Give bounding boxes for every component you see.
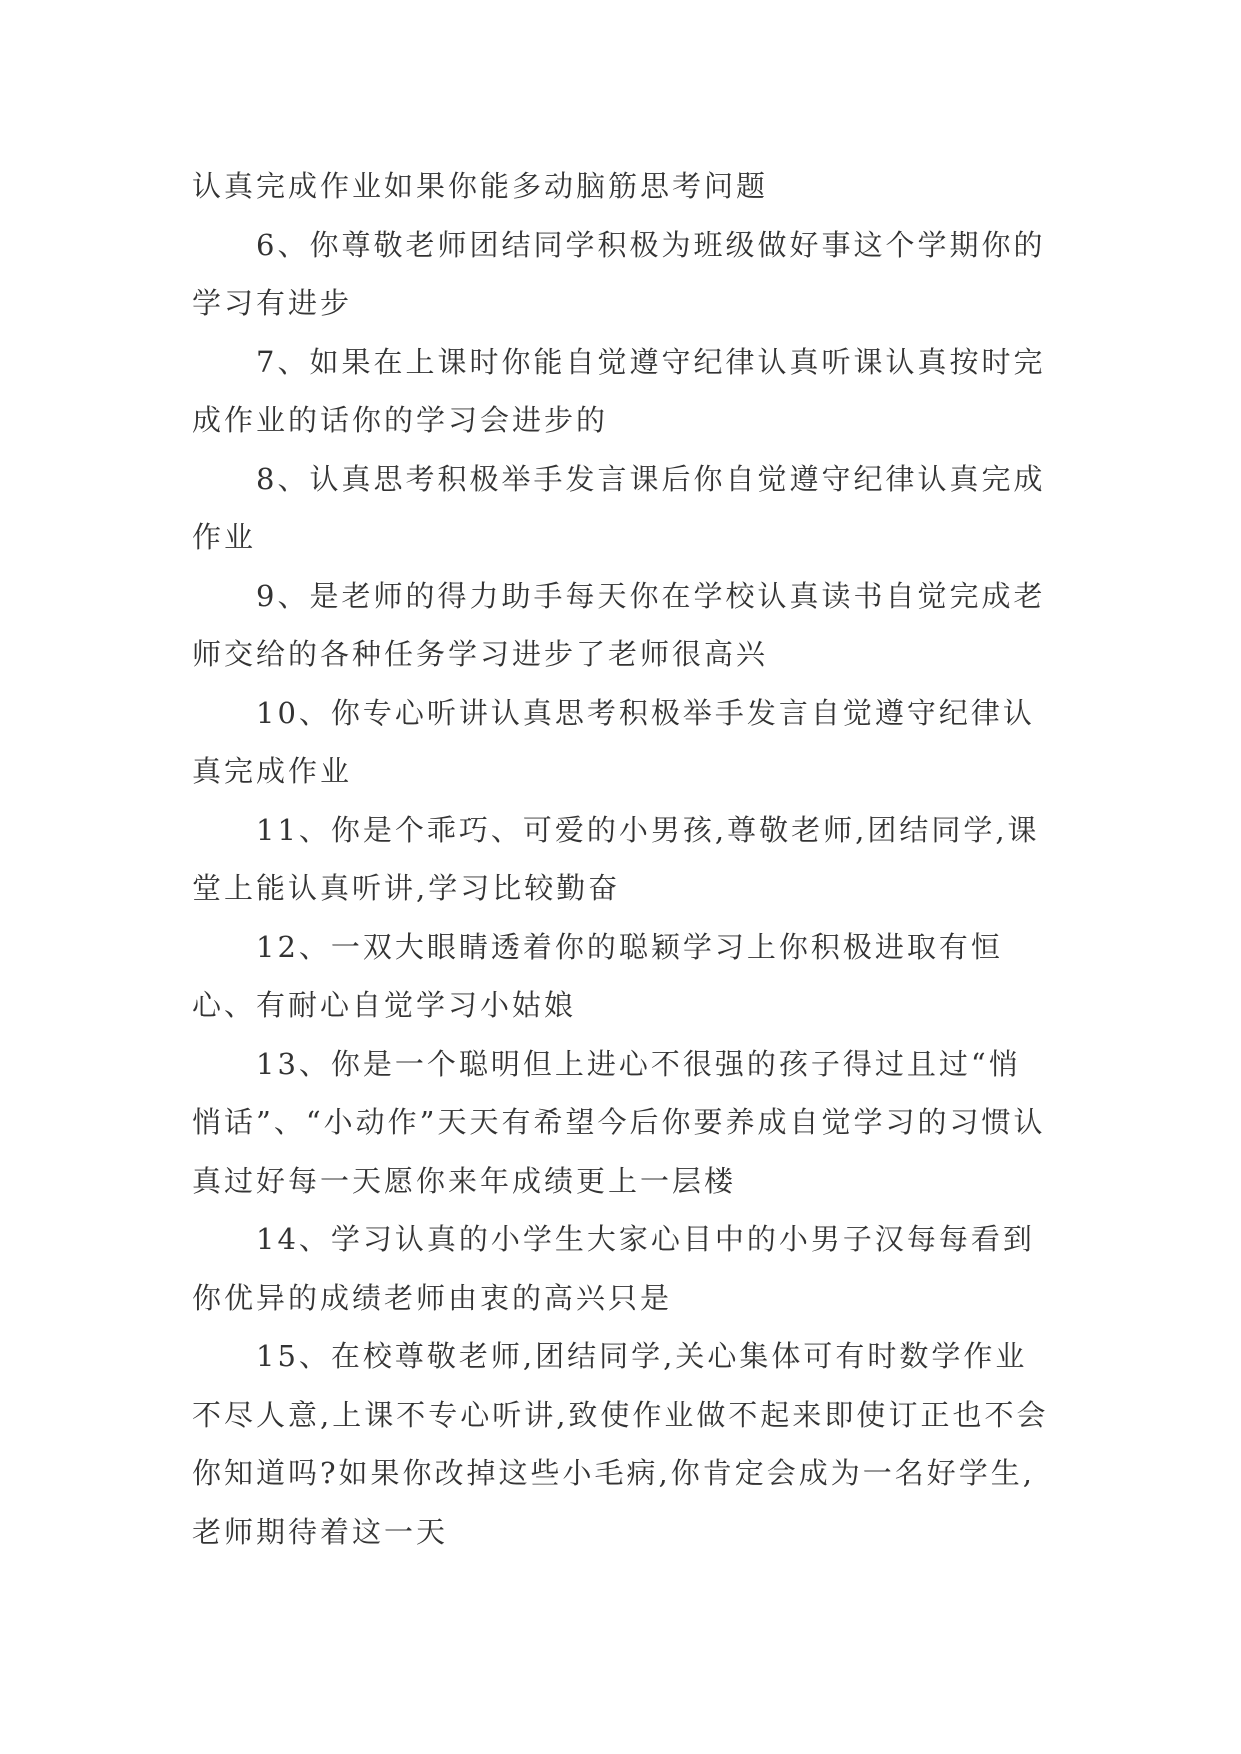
paragraph-9: 9、是老师的得力助手每天你在学校认真读书自觉完成老师交给的各种任务学习进步了老师很高兴 <box>192 578 1046 671</box>
paragraph-6: 6、你尊敬老师团结同学积极为班级做好事这个学期你的学习有进步 <box>192 227 1046 320</box>
paragraph-8: 8、认真思考积极举手发言课后你自觉遵守纪律认真完成作业 <box>192 461 1046 554</box>
paragraph-14: 14、学习认真的小学生大家心目中的小男子汉每每看到你优异的成绩老师由衷的高兴只是 <box>192 1222 1035 1315</box>
paragraph-12: 12、一双大眼睛透着你的聪颖学习上你积极进取有恒心、有耐心自觉学习小姑娘 <box>192 929 1003 1022</box>
paragraph-11: 11、你是个乖巧、可爱的小男孩,尊敬老师,团结同学,课堂上能认真听讲,学习比较勤奋 <box>192 812 1040 905</box>
paragraph-10: 10、你专心听讲认真思考积极举手发言自觉遵守纪律认真完成作业 <box>192 695 1035 788</box>
paragraph-7: 7、如果在上课时你能自觉遵守纪律认真听课认真按时完成作业的话你的学习会进步的 <box>192 344 1046 437</box>
document-body <box>192 157 1052 1561</box>
paragraph-continuation: 认真完成作业如果你能多动脑筋思考问题 <box>192 169 769 203</box>
paragraph-15: 15、在校尊敬老师,团结同学,关心集体可有时数学作业不尽人意,上课不专心听讲,致使作业做不起来即使订正也不会你知道吗?如果你改掉这些小毛病,你肯定会成为一名好学生,老师期待着这一天 <box>192 1339 1049 1549</box>
paragraph-13: 13、你是一个聪明但上进心不很强的孩子得过且过“悄悄话”、“小动作”天天有希望今后你要养成自觉学习的习惯认真过好每一天愿你来年成绩更上一层楼 <box>192 1046 1046 1198</box>
